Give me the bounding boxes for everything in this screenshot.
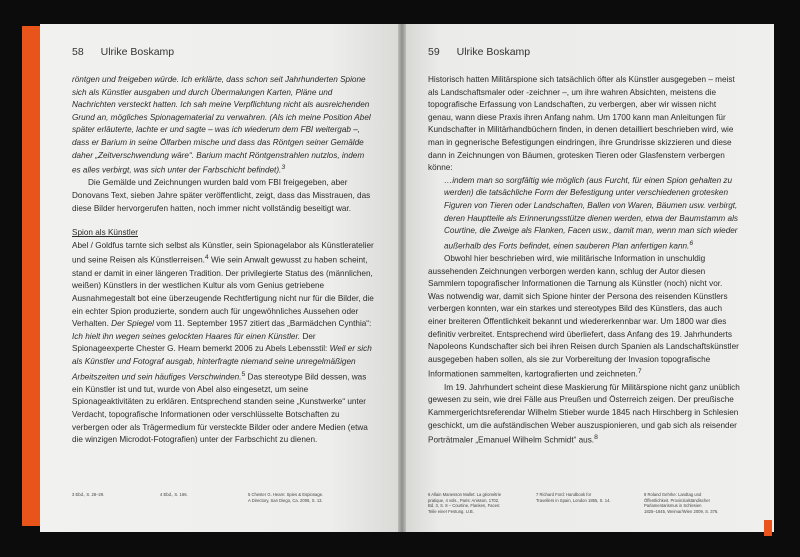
footnote bbox=[428, 492, 528, 514]
footnote-line: 6 Allain Manesson Mallet: La géométrie bbox=[428, 492, 502, 497]
footnote-line: Parlamentarismus in Schlesien bbox=[644, 503, 702, 509]
footnote-line: 1825–1845, Weimar/Wien 2009, S. 376. bbox=[644, 508, 719, 514]
footnote-ref: 7 bbox=[637, 368, 642, 376]
right-page bbox=[402, 24, 774, 532]
paragraph-text: Abel / Goldfus tarnte sich selbst als Künstler, sein Spionagelabor als Künstleratelier und seine Reisen als Künstlerreisen. bbox=[72, 240, 374, 266]
footnote-ref: 6 bbox=[689, 239, 694, 247]
paragraph bbox=[428, 382, 740, 448]
footnote-line: Bd. 3, S. 8 – Courtine, Flanken, Facen: bbox=[428, 503, 501, 509]
footnote bbox=[72, 492, 152, 498]
footnote-line: Teile einer Festung. U.B. bbox=[428, 508, 474, 514]
section-heading bbox=[72, 227, 374, 240]
author-name: Ulrike Boskamp bbox=[456, 46, 531, 58]
paragraph-text: Das stereotype Bild dessen, was ein Künstler ist und tut, wurde von Abel also eingesetzt, um seine Spionageaktivitäten zu erklären. Entsprechend standen seine „Kunstwerke“ unter Verdacht, topografische Informationen oder verschlüsselte Botschaften zu verbergen oder als Trägermedium für versteckte Bilder oder andere Medien (etwa die winzigen Microdot-Fotografien) unter der Farbschicht zu dienen. bbox=[72, 372, 368, 445]
paragraph-text: Wie sein Anwalt gewusst zu haben scheint, stand er damit in einer längeren Tradition. Der privilegierte Status des (männlichen, weißen) Künstlers in der westlichen Kultur als vom Genius getriebene Ausnahmegestalt bot eine überzeugende Rechtfertigung nicht nur für die Bilder, die ein echter Spion produzierte, sondern auch für ungewöhnliches Aussehen oder Verhalten. bbox=[72, 256, 374, 329]
page-header bbox=[428, 46, 530, 58]
body-text bbox=[428, 74, 740, 447]
quote-text: Ich hielt ihn wegen seines gelockten Haares für einen Künstler. bbox=[72, 331, 301, 341]
quote-text: Weil er sich als Künstler und Fotograf ausgab, hinterfragte niemand seine unregelmäßigen Arbeitszeiten und sein häufiges Verschwinden. bbox=[72, 344, 372, 382]
body-text bbox=[72, 74, 374, 447]
paragraph-text: Der Spionageexperte Chester G. Hearn bemerkt 2006 zu Abels Lebensstil: bbox=[72, 331, 330, 354]
footnote-ref: 3 bbox=[281, 164, 286, 172]
book-cover-edge bbox=[764, 520, 772, 536]
footnote bbox=[160, 492, 240, 498]
footnote-ref: 4 bbox=[204, 254, 209, 262]
paragraph-text: Obwohl hier beschrieben wird, wie militärische Information in unschuldig aussehenden Zeichnungen verborgen werden kann, schlug der Autor diesen Sammlern topografischer Informationen die Tarnung als Künstler (noch) nicht vor. Was notwendig war, damit sich Spione hinter der Persona des reisenden Künstlers verbergen konnten, war ein starkes und stereotypes Bild des Künstlers, das auch einer breiteren Öffentlichkeit bekannt und wiedererkennbar war. Um 1800 war dies definitiv verbreitet. Entsprechend wird überliefert, dass Anfang des 19. Jahrhunderts Napoleons Kundschafter sich bei ihren Reisen durch Spanien als Landschaftskünstler ausgegeben haben sollen, als sie zur Vorbereitung der Invasion topografische Informationen sammelten, kartografierten und zeichneten. bbox=[428, 254, 739, 380]
page-number: 59 bbox=[428, 46, 440, 58]
footnote-line: 4 Ebd., S. 166. bbox=[160, 492, 188, 497]
paragraph-text: röntgen und freigeben würde. Ich erklärte, dass schon seit Jahrhunderten Spione sich als Künstler ausgaben und durch Übermalungen Karten, Pläne und Nachrichten versteckt hatten. Ich sah meine Verpflichtung nicht als ausreichenden Grund an, mögliches Spionagematerial zu verwahren. (Als ich meine Position Abel später erläuterte, lachte er und sagte – was ich wiederum dem FBI weitergab –, dass er Barium in seine Ölfarben mische und dass das Röntgen seiner Gemälde daher „Zeitverschwendung wäre“. Barium macht Röntgenstrahlen nutzlos, indem es alles verbirgt, was sich unter der Farbschicht befindet). bbox=[72, 75, 371, 175]
page-number: 58 bbox=[72, 46, 84, 58]
paragraph bbox=[72, 240, 374, 447]
footnote-line: Travellers in Spain, London 1855, S. 14. bbox=[536, 497, 611, 503]
footnote bbox=[536, 492, 636, 503]
paragraph bbox=[428, 253, 740, 382]
footnote-line: 7 Richard Ford: Handbook for bbox=[536, 492, 592, 497]
paragraph: Historisch hatten Militärspione sich tatsächlich öfter als Künstler ausgegeben – meist als Landschaftsmaler oder -zeichner –, um ihre wahren Absichten, meistens die topografische Erfassung von Landschaften, zu verbergen, aber wir wissen nicht genau, wann diese Praxis ihren Anfang nahm. Um 1700 kann man Anleitungen für Kundschafter in Militärhandbüchern finden, in denen detailliert beschrieben wird, wie man in gegnerische Befestigungen eindringen, ihre Grundrisse skizzieren und diese dann in Zeichnungen von Bäumen, grotesken Tieren oder Glasfenstern verbergen könne: bbox=[428, 75, 735, 173]
publication-title: Der Spiegel bbox=[111, 319, 154, 329]
quote-text: …indem man so sorgfältig wie möglich (aus Furcht, für einen Spion gehalten zu werden) die tatsächliche Form der Befestigung unter verschiedenen grotesken Figuren von Tieren oder Landschaften, Ballen von Waren, Bäumen usw. verbirgt, deren Hauptteile als Erinnerungsstütze dienen werden, etwa der Baumstamm als Courtine, die Zweige als Flanken, Facen usw., damit man, wenn man sich wieder außerhalb des Forts befindet, einen sauberen Plan anfertigen kann. bbox=[444, 175, 738, 251]
author-name: Ulrike Boskamp bbox=[100, 46, 175, 58]
paragraph: Die Gemälde und Zeichnungen wurden bald vom FBI freigegeben, aber Donovans Text, sieben Jahre später veröffentlicht, zeigt, dass das Misstrauen, das diese Bilder hervorgerufen hatten, noch immer nicht vollständig beseitigt war. bbox=[72, 178, 371, 213]
paragraph-text: vom 11. September 1957 zitiert das „Barmädchen Cynthia“: bbox=[153, 319, 372, 329]
footnote bbox=[248, 492, 372, 503]
footnote bbox=[644, 492, 748, 514]
footnote-line: 8 Roland Gehrke: Landtag und bbox=[644, 492, 702, 497]
footnote-line: pratique, 4 vols., Paris: Anisson, 1702, bbox=[428, 497, 500, 503]
page-header bbox=[72, 46, 174, 58]
paragraph-text: Im 19. Jahrhundert scheint diese Maskierung für Militärspione nicht ganz unüblich gewesen zu sein, wie drei Fälle aus Preußen und Österreich zeigen. Der preußische Kammergerichtsreferendar Wilhelm Stieber wurde 1845 nach Hirschberg in Schlesien geschickt, um die aufständischen Weber auszuspionieren, und gab sich als reisender Porträtmaler „Emanuel Wilhelm Schmidt“ aus. bbox=[428, 382, 740, 445]
footnote-line: A Directory, San Diego, Ca. 2006, S. 13. bbox=[248, 497, 323, 503]
section-title: Spion als Künstler bbox=[72, 228, 138, 238]
footnote-line: 3 Ebd., S. 28–29. bbox=[72, 492, 105, 497]
footnote-ref: 5 bbox=[241, 370, 246, 378]
book-gutter bbox=[398, 24, 406, 532]
footnote-line: 5 Chester G. Hearn: Spies & Espionage. bbox=[248, 492, 324, 497]
paragraph bbox=[72, 74, 374, 177]
footnote-line: Öffentlichkeit. Provinzialständischer bbox=[644, 497, 711, 503]
footnote-ref: 8 bbox=[594, 434, 598, 442]
block-quote bbox=[428, 175, 740, 253]
left-page bbox=[40, 24, 402, 532]
